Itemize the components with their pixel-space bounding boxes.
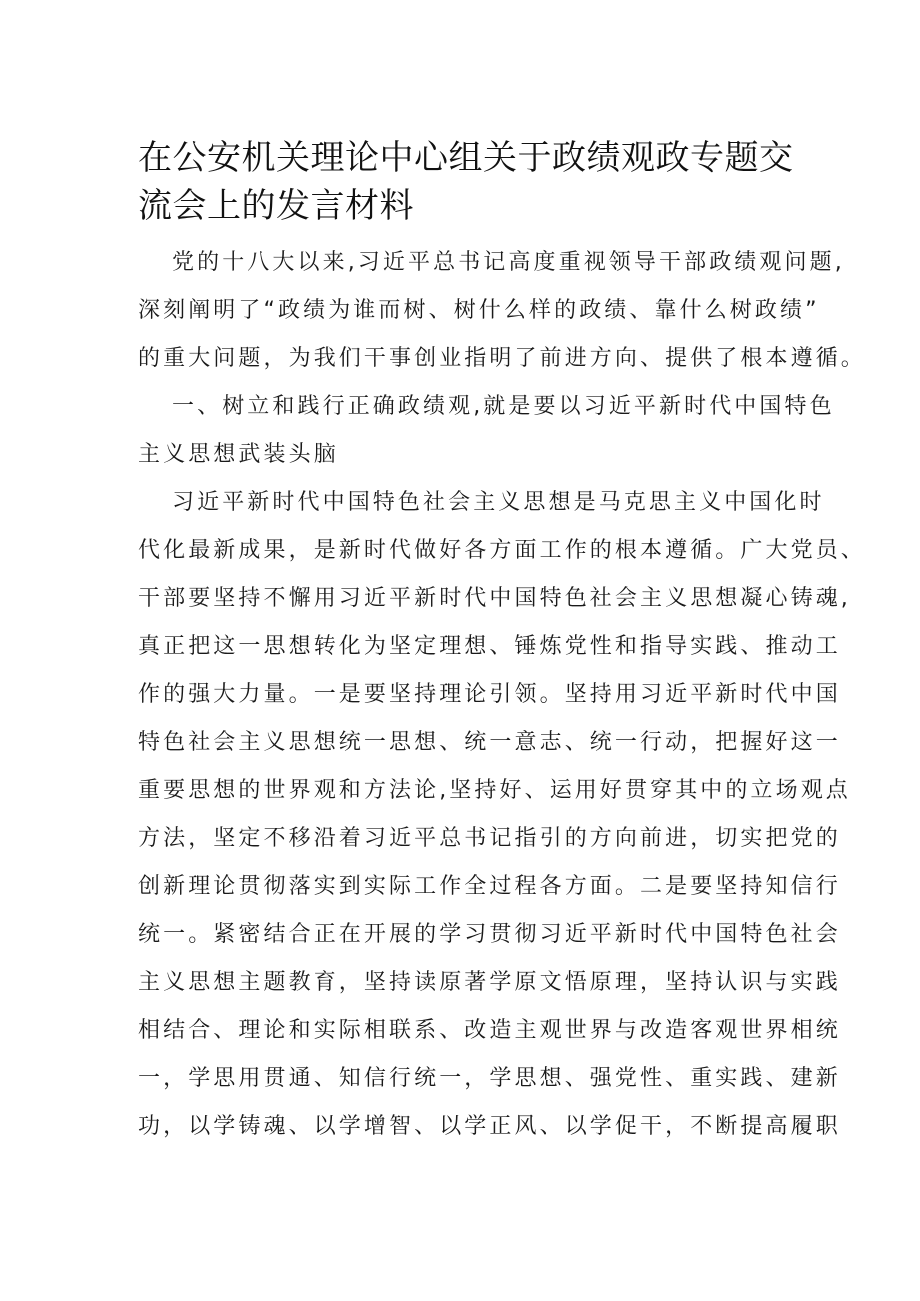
document-title [138,134,803,230]
paragraph-body-line: 一，学思用贯通、知信行统一，学思想、强党性、重实践、建新 [138,1066,841,1091]
paragraph-body-line: 干部要坚持不懈用习近平新时代中国特色社会主义思想凝心铸魂, [138,586,851,611]
paragraph-intro-line: 党的十八大以来,习近平总书记高度重视领导干部政绩观问题, [172,250,845,275]
paragraph-body-line: 相结合、理论和实际相联系、改造主观世界与改造客观世界相统 [138,1018,841,1043]
paragraph-body-line: 作的强大力量。一是要坚持理论引领。坚持用习近平新时代中国 [138,682,841,707]
section-heading-line: 主义思想武装头脑 [138,442,339,467]
title-line-1: 在公安机关理论中心组关于政绩观政专题交 [138,138,794,178]
paragraph-body-line: 统一。紧密结合正在开展的学习贯彻习近平新时代中国特色社会 [138,922,841,947]
paragraph-body-line: 主义思想主题教育，坚持读原著学原文悟原理，坚持认识与实践 [138,970,841,995]
paragraph-body-line: 创新理论贯彻落实到实际工作全过程各方面。二是要坚持知信行 [138,874,841,899]
paragraph-body-line: 特色社会主义思想统一思想、统一意志、统一行动，把握好这一 [138,730,841,755]
paragraph-body-line: 代化最新成果，是新时代做好各方面工作的根本遵循。广大党员、 [138,538,866,563]
paragraph-body-line: 功，以学铸魂、以学增智、以学正风、以学促干，不断提高履职 [138,1114,841,1139]
paragraph-body-line: 方法，坚定不移沿着习近平总书记指引的方向前进，切实把党的 [138,826,841,851]
paragraph-intro-line: 的重大问题，为我们干事创业指明了前进方向、提供了根本遵循。 [138,346,866,371]
document-body [138,239,866,1151]
title-line-2: 流会上的发言材料 [138,186,414,226]
section-heading-line: 一、树立和践行正确政绩观,就是要以习近平新时代中国特色 [172,394,835,419]
paragraph-body-line: 真正把这一思想转化为坚定理想、锤炼党性和指导实践、推动工 [138,634,841,659]
paragraph-body-line: 习近平新时代中国特色社会主义思想是马克思主义中国化时 [172,490,825,515]
paragraph-intro-line: 深刻阐明了“政绩为谁而树、树什么样的政绩、靠什么树政绩” [138,298,820,323]
paragraph-body-line: 重要思想的世界观和方法论,坚持好、运用好贯穿其中的立场观点 [138,778,851,803]
